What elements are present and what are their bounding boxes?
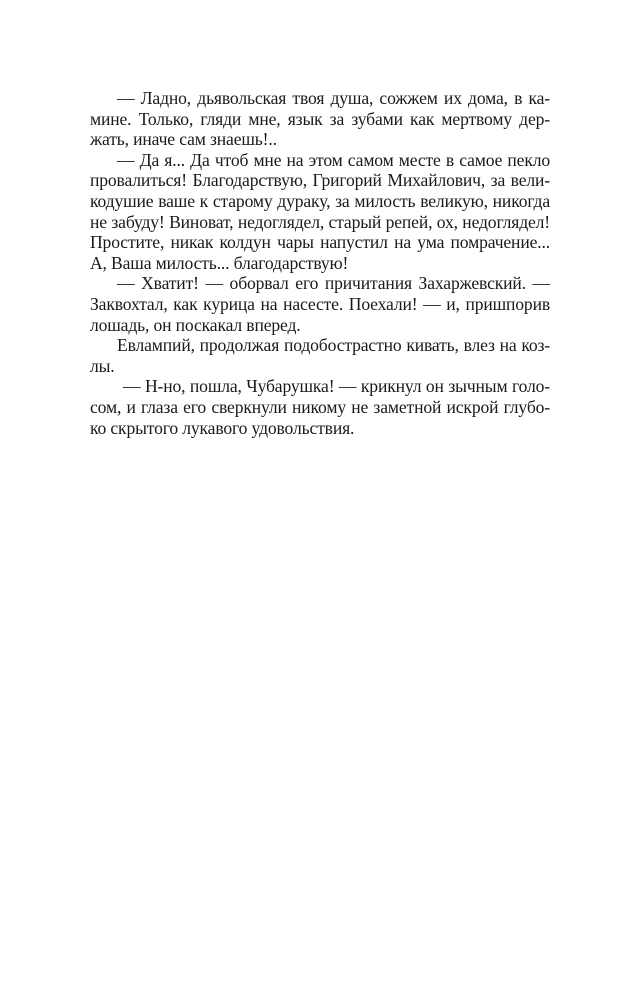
text-line: — Хватит! — оборвал его причитания Захаржевский. — xyxy=(117,273,550,294)
text-line: жать, иначе сам знаешь!.. xyxy=(90,129,277,150)
text-line: лошадь, он поскакал вперед. xyxy=(90,314,301,335)
paragraph-3 xyxy=(90,273,550,335)
text-line: сом, и глаза его сверкнули никому не заметной искрой глубо- xyxy=(90,396,550,417)
text-line: А, Ваша милость... благодарствую! xyxy=(90,252,349,273)
text-line: — Да я... Да чтоб мне на этом самом месте в самое пекло xyxy=(117,149,550,170)
text-line: не забуду! Виноват, недоглядел, старый репей, ох, недоглядел! xyxy=(90,211,550,232)
text-line: ко скрытого лукавого удовольствия. xyxy=(90,417,355,438)
text-line: лы. xyxy=(90,355,115,376)
paragraph-1 xyxy=(90,88,550,150)
text-line: Простите, никак колдун чары напустил на ума помрачение... xyxy=(90,232,550,253)
text-line: Евлампий, продолжая подобострастно кивать, влез на коз- xyxy=(117,335,550,356)
page-text xyxy=(90,88,550,438)
paragraph-2 xyxy=(90,150,550,274)
text-line: — Ладно, дьявольская твоя душа, сожжем их дома, в ка- xyxy=(117,88,550,108)
text-line: кодушие ваше к старому дураку, за милость великую, никогда xyxy=(90,190,550,211)
paragraph-4 xyxy=(90,335,550,376)
text-line: — Н-но, пошла, Чубарушка! — крикнул он зычным голо- xyxy=(123,376,550,397)
text-line: провалиться! Благодарствую, Григорий Михайлович, за вели- xyxy=(90,170,550,191)
text-line: Заквохтал, как курица на насесте. Поехали! — и, пришпорив xyxy=(90,293,550,314)
text-line: мине. Только, гляди мне, язык за зубами как мертвому дер- xyxy=(90,108,550,129)
paragraph-5 xyxy=(90,376,550,438)
